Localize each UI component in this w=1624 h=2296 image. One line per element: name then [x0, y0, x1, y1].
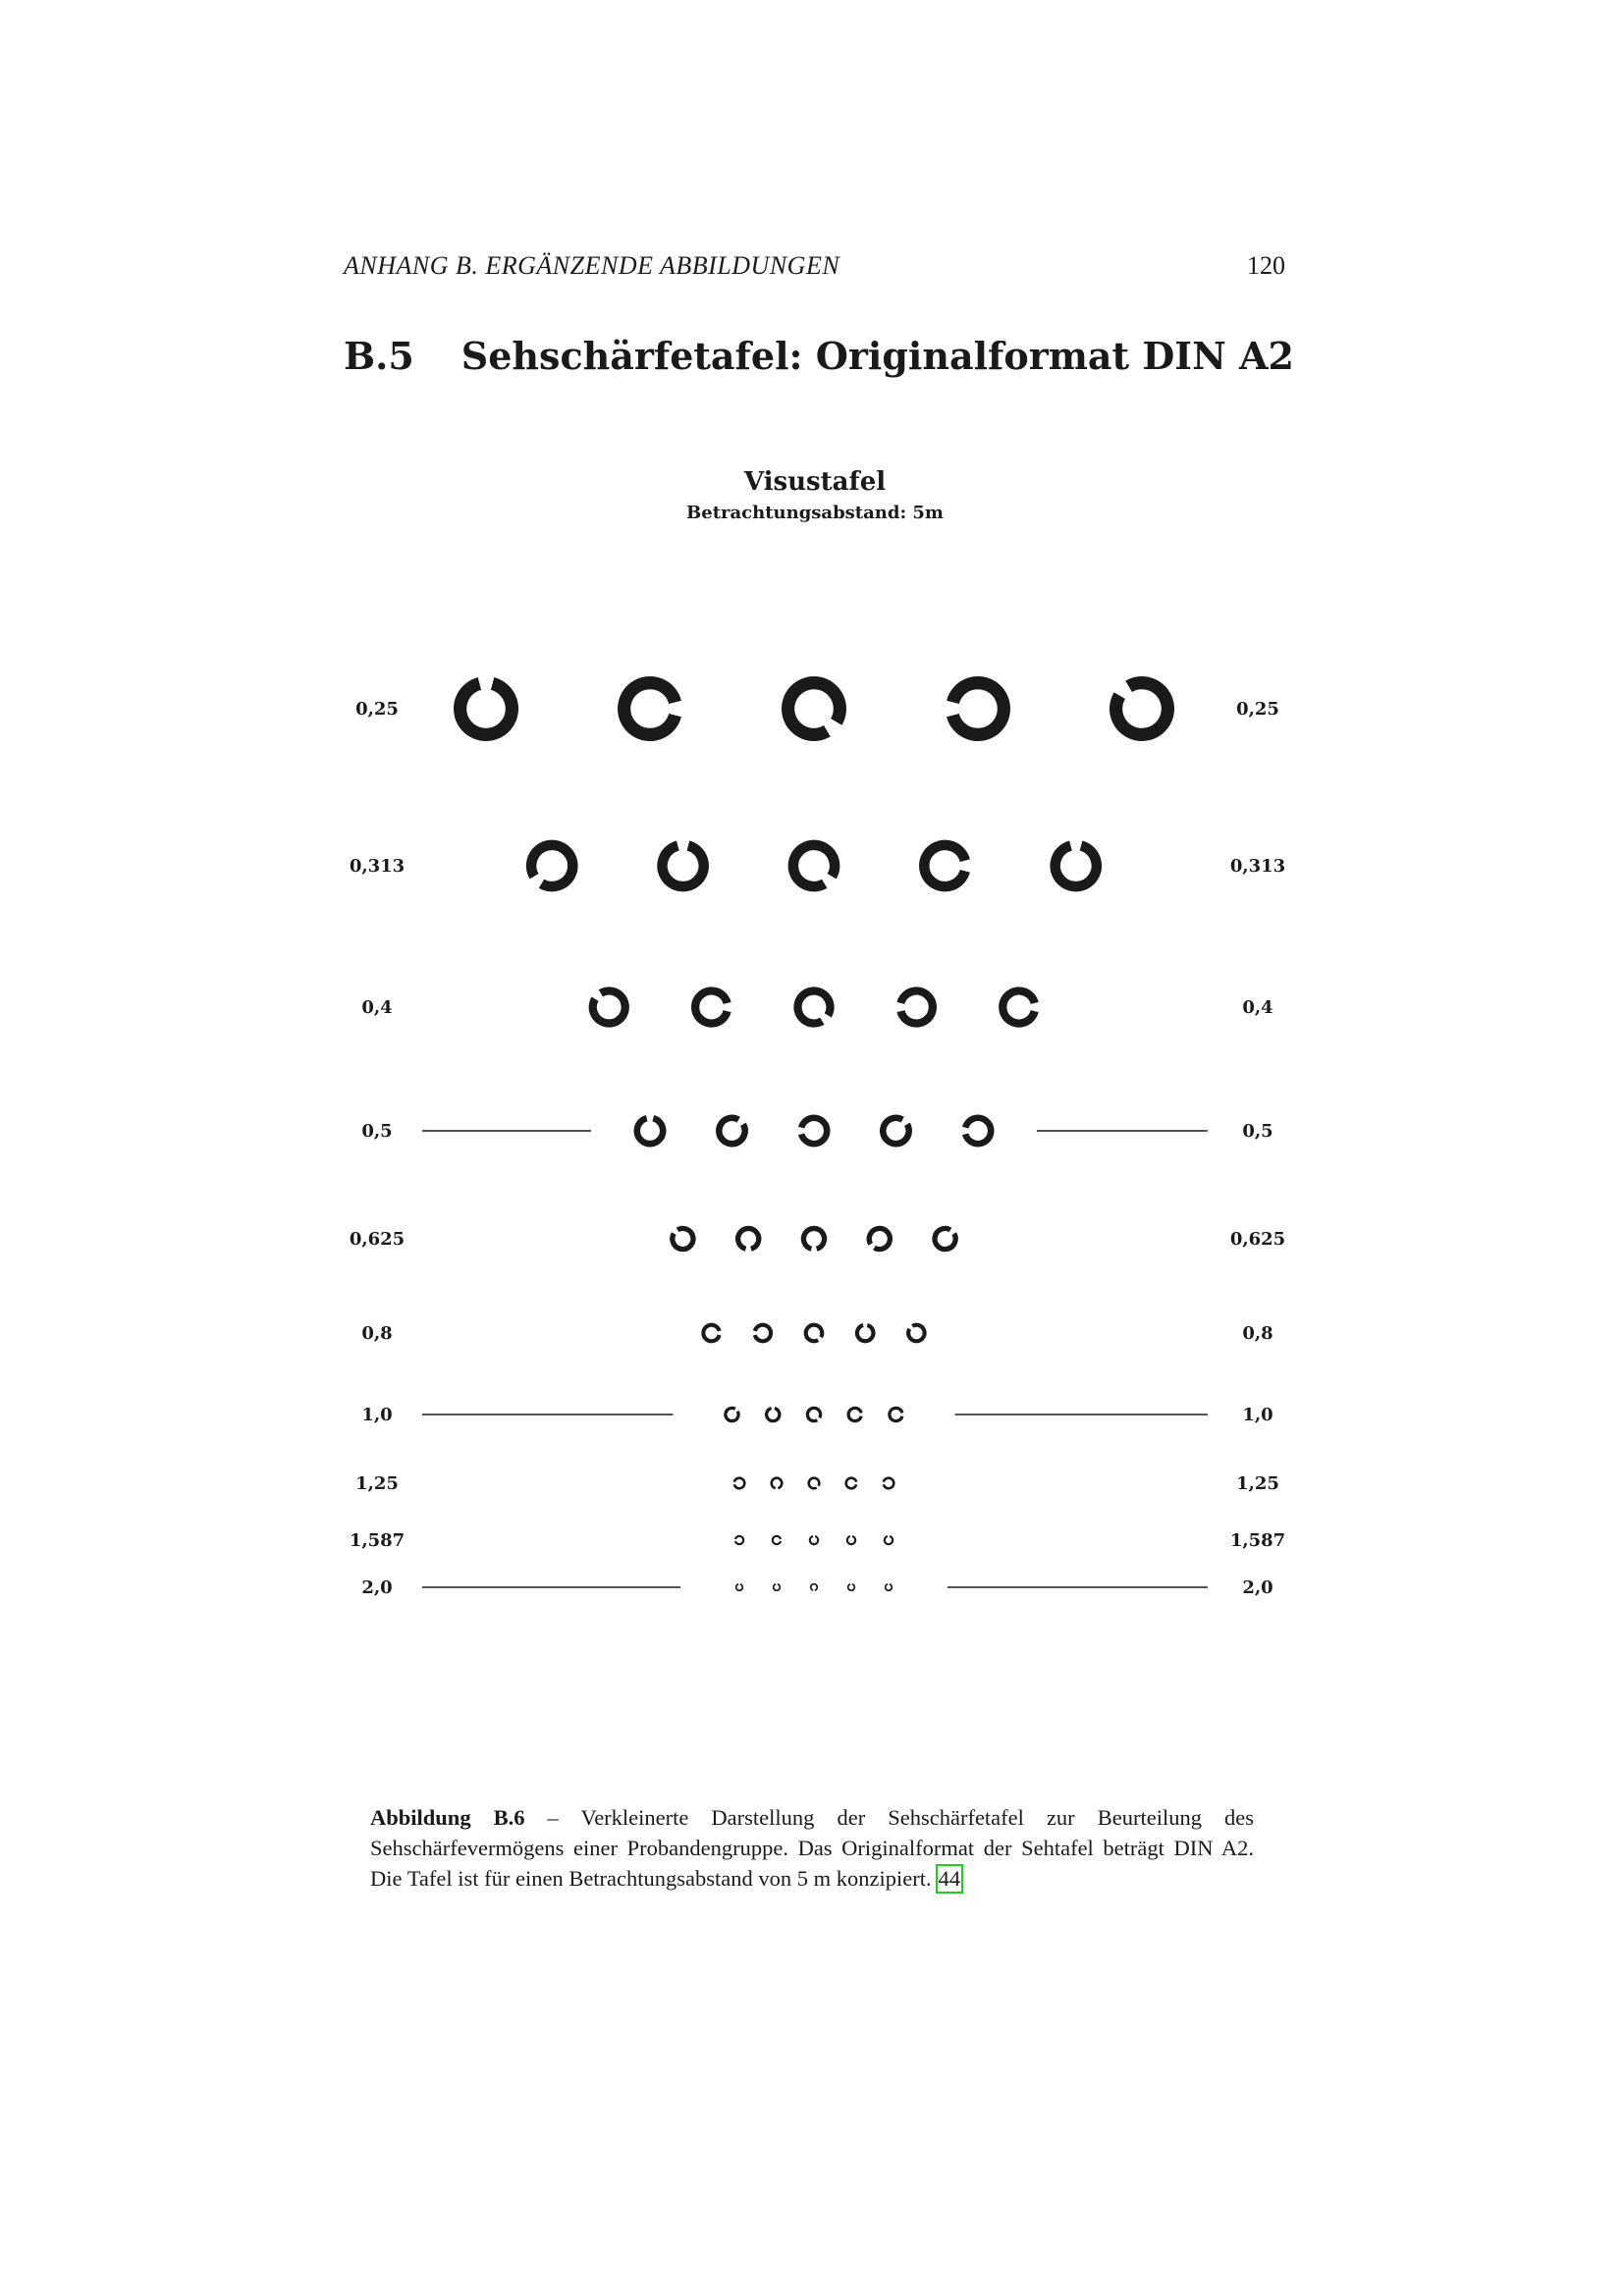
row-label-left: 0,8: [361, 1323, 393, 1344]
row-label-left: 0,625: [349, 1229, 406, 1250]
landolt-ring: [883, 1118, 908, 1144]
landolt-ring: [793, 845, 835, 886]
landolt-ring: [637, 1118, 663, 1144]
landolt-ring: [847, 1536, 855, 1544]
landolt-ring: [726, 1408, 738, 1420]
row-label-right: 0,4: [1242, 997, 1273, 1018]
landolt-ring: [924, 845, 965, 886]
landolt-ring: [663, 846, 704, 887]
row-label-right: 0,25: [1236, 699, 1279, 720]
landolt-ring: [1002, 991, 1034, 1024]
row-label-left: 1,587: [349, 1530, 406, 1551]
chart-title: Visustafel: [743, 467, 887, 497]
landolt-ring: [890, 1408, 902, 1420]
row-label-left: 0,5: [361, 1121, 393, 1142]
landolt-ring: [1056, 846, 1097, 887]
landolt-ring: [884, 1478, 893, 1489]
landolt-ring: [734, 1478, 744, 1489]
citation-link[interactable]: 44: [936, 1864, 964, 1894]
landolt-ring: [811, 1584, 818, 1590]
landolt-ring: [772, 1478, 783, 1488]
row-label-right: 0,8: [1242, 1323, 1273, 1344]
landolt-ring: [774, 1584, 781, 1590]
landolt-ring: [719, 1118, 744, 1144]
landolt-ring: [886, 1584, 893, 1590]
section-title: Sehschärfetafel: Originalformat DIN A2: [460, 334, 1294, 378]
figure-caption: [370, 1802, 1254, 1894]
row-label-left: 2,0: [361, 1577, 393, 1598]
landolt-ring: [736, 1584, 743, 1590]
row-label-right: 2,0: [1242, 1577, 1273, 1598]
caption-label: Abbildung B.6: [370, 1805, 525, 1830]
landolt-ring: [624, 683, 676, 735]
row-label-right: 0,5: [1242, 1121, 1273, 1142]
landolt-ring: [673, 1228, 693, 1249]
row-label-left: 0,25: [355, 699, 399, 720]
row-label-right: 1,587: [1229, 1530, 1286, 1551]
chart-subtitle: Betrachtungsabstand: 5m: [686, 503, 944, 523]
landolt-ring: [900, 991, 932, 1024]
landolt-ring: [531, 845, 572, 886]
row-label-right: 0,625: [1229, 1229, 1286, 1250]
landolt-ring: [703, 1325, 719, 1342]
landolt-ring: [1116, 683, 1168, 735]
row-label-left: 0,313: [349, 856, 406, 877]
row-label-right: 0,313: [1229, 856, 1286, 877]
landolt-ring: [965, 1118, 991, 1144]
landolt-ring: [801, 1118, 827, 1144]
landolt-ring: [908, 1325, 925, 1342]
caption-text: – Verkleinerte Darstellung der Sehschärfetafel zur Beurteilung des Sehschärfevermögens einer Probandengruppe. Das Originalformat der Sehtafel beträgt DIN A2. Die Tafel ist für einen Betrachtungsabstand von 5 m konzipiert.: [370, 1805, 1254, 1891]
landolt-ring: [952, 683, 1003, 735]
landolt-ring: [806, 1325, 823, 1342]
landolt-ring: [755, 1325, 771, 1342]
landolt-ring: [767, 1409, 780, 1421]
landolt-ring: [810, 1536, 818, 1544]
landolt-ring: [593, 991, 625, 1024]
row-label-left: 0,4: [361, 997, 393, 1018]
landolt-ring: [809, 1478, 820, 1489]
landolt-ring: [848, 1408, 861, 1420]
page-number: 120: [1247, 251, 1285, 280]
row-label-left: 1,25: [355, 1473, 399, 1494]
row-label-left: 1,0: [361, 1405, 393, 1425]
landolt-ring: [773, 1536, 781, 1544]
landolt-ring: [807, 1408, 820, 1420]
landolt-ring: [738, 1228, 759, 1249]
row-label-right: 1,25: [1236, 1473, 1279, 1494]
landolt-ring: [803, 1228, 824, 1249]
landolt-ring: [935, 1228, 955, 1249]
landolt-ring: [797, 990, 830, 1023]
landolt-ring: [869, 1228, 890, 1249]
section-number: B.5: [344, 334, 414, 378]
row-label-right: 1,0: [1242, 1405, 1273, 1425]
landolt-ring: [846, 1478, 856, 1489]
landolt-ring: [788, 683, 840, 735]
landolt-ring: [848, 1584, 855, 1590]
landolt-ring: [460, 683, 513, 734]
landolt-ring: [885, 1536, 893, 1544]
running-head: ANHANG B. ERGÄNZENDE ABBILDUNGEN: [344, 251, 840, 280]
landolt-ring: [695, 991, 727, 1024]
landolt-ring: [857, 1325, 874, 1341]
landolt-ring: [735, 1536, 743, 1544]
